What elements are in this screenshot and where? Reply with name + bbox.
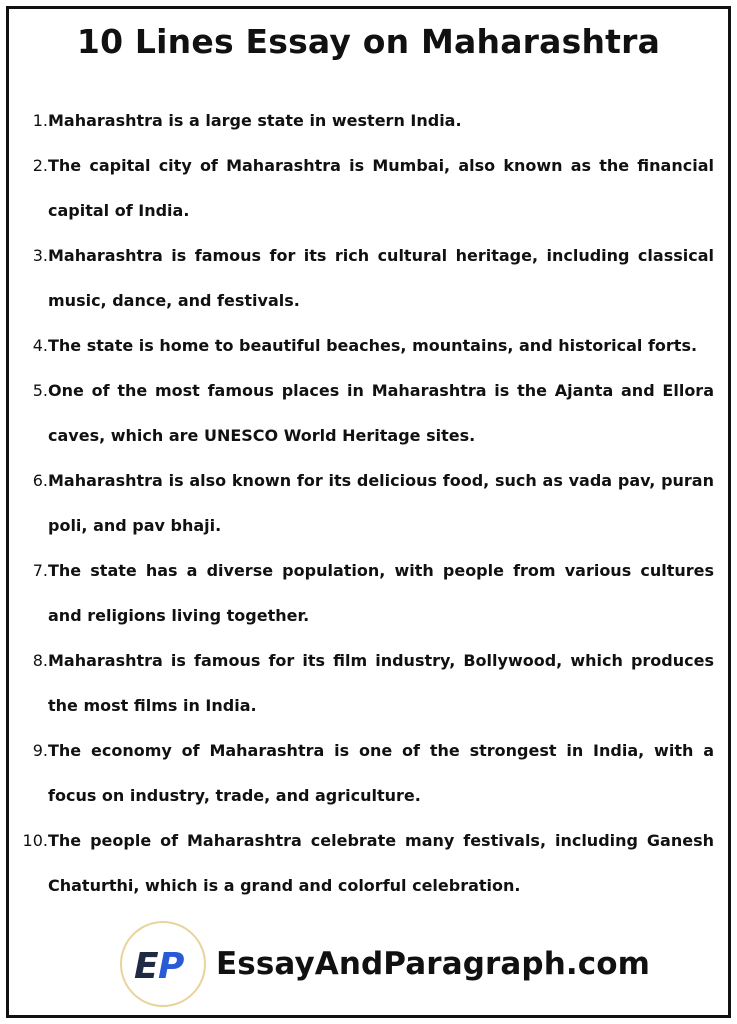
item-text: The capital city of Maharashtra is Mumbai, also known as the financial capital of India. [48, 156, 714, 220]
list-item [0, 368, 737, 458]
list-item [0, 143, 737, 233]
item-text: One of the most famous places in Maharashtra is the Ajanta and Ellora caves, which are UNESCO World Heritage sites. [48, 381, 714, 445]
list-item [0, 458, 737, 548]
item-text: Maharashtra is a large state in western India. [48, 111, 462, 130]
list-item [0, 233, 737, 323]
item-number: 2. [32, 156, 48, 175]
item-text: The people of Maharashtra celebrate many festivals, including Ganesh Chaturthi, which is a grand and colorful celebration. [48, 831, 714, 895]
item-text: Maharashtra is famous for its film industry, Bollywood, which produces the most films in India. [48, 651, 714, 715]
item-number: 5. [32, 381, 48, 400]
item-number: 1. [32, 111, 48, 130]
item-text: The state is home to beautiful beaches, mountains, and historical forts. [48, 336, 698, 355]
site-branding [120, 918, 650, 1010]
ep-logo-icon [120, 921, 206, 1007]
list-item [0, 548, 737, 638]
item-text: Maharashtra is also known for its delicious food, such as vada pav, puran poli, and pav bhaji. [48, 471, 714, 535]
list-item [0, 818, 737, 908]
item-number: 4. [32, 336, 48, 355]
item-number: 7. [32, 561, 48, 580]
item-text: The state has a diverse population, with people from various cultures and religions living together. [48, 561, 714, 625]
list-item [0, 323, 737, 368]
brand-name: EssayAndParagraph.com [216, 946, 651, 982]
ep-logo-mark [132, 942, 194, 986]
list-item [0, 638, 737, 728]
list-item [0, 98, 737, 143]
page-title: 10 Lines Essay on Maharashtra [76, 22, 661, 61]
item-number: 3. [32, 246, 48, 265]
ep-logo-letter-p: P [158, 946, 185, 986]
item-text: Maharashtra is famous for its rich cultural heritage, including classical music, dance, and festivals. [48, 246, 714, 310]
item-number: 8. [32, 651, 48, 670]
ep-logo-letter-e: E [134, 946, 159, 986]
list-item [0, 728, 737, 818]
item-number: 6. [32, 471, 48, 490]
essay-lines-list [0, 98, 737, 908]
item-number: 9. [32, 741, 48, 760]
item-number: 10. [22, 831, 48, 850]
item-text: The economy of Maharashtra is one of the strongest in India, with a focus on industry, trade, and agriculture. [48, 741, 714, 805]
